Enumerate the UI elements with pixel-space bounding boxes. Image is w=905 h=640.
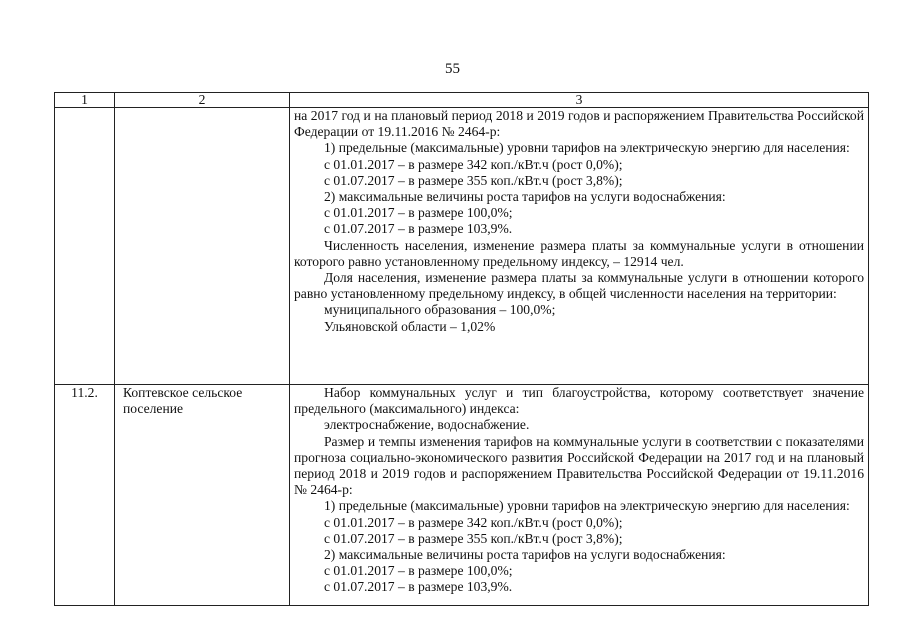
text-line: с 01.01.2017 – в размере 342 коп./кВт.ч (рост 0,0%); — [324, 514, 623, 530]
row-text — [290, 385, 869, 606]
table-row — [55, 108, 869, 385]
text-line: с 01.01.2017 – в размере 100,0%; — [324, 563, 513, 579]
row-number — [55, 108, 115, 385]
header-col-2: 2 — [115, 93, 290, 108]
text-line: 1) предельные (максимальные) уровни тарифов на электрическую энергию для населения: — [324, 498, 850, 514]
text-line: 2) максимальные величины роста тарифов на услуги водоснабжения: — [324, 547, 726, 563]
text-line: на 2017 год и на плановый период 2018 и 2019 годов и распоряжением Правительства Российской Федерации от 19.11.2016 № 2464-р: — [294, 108, 864, 140]
tariff-table — [54, 92, 869, 606]
header-col-1: 1 — [55, 93, 115, 108]
text-line: муниципального образования – 100,0%; — [324, 302, 556, 318]
text-line: Ульяновской области – 1,02% — [324, 318, 496, 334]
row-name: Коптевское сельское поселение — [115, 385, 290, 606]
header-row — [55, 93, 869, 108]
table-body — [55, 108, 869, 606]
text-line: Размер и темпы изменения тарифов на коммунальные услуги в соответствии с показателями прогноза социально-экономического развития Российской Федерации на 2017 год и на плановый период 2018 и 2019 годов и распоряжением Правительства Российской Федерации от 19.11.2016 № 2464-р: — [294, 433, 864, 498]
page-number: 55 — [445, 61, 460, 77]
text-line: с 01.01.2017 – в размере 342 коп./кВт.ч (рост 0,0%); — [324, 156, 623, 172]
text-line: с 01.07.2017 – в размере 355 коп./кВт.ч (рост 3,8%); — [324, 530, 623, 546]
row-name — [115, 108, 290, 385]
header-col-3: 3 — [290, 93, 869, 108]
text-line: с 01.07.2017 – в размере 355 коп./кВт.ч (рост 3,8%); — [324, 172, 623, 188]
text-line: с 01.01.2017 – в размере 100,0%; — [324, 205, 513, 221]
row-number: 11.2. — [55, 385, 115, 606]
text-line: электроснабжение, водоснабжение. — [324, 417, 530, 433]
text-line: 2) максимальные величины роста тарифов на услуги водоснабжения: — [324, 189, 726, 205]
table-row — [55, 385, 869, 606]
text-line: Набор коммунальных услуг и тип благоустройства, которому соответствует значение предельного (максимального) индекса: — [294, 385, 864, 417]
text-line: Численность населения, изменение размера платы за коммунальные услуги в отношении которого равно установленному предельному индексу, – 12914 чел. — [294, 237, 864, 269]
row-text — [290, 108, 869, 385]
text-line: с 01.07.2017 – в размере 103,9%. — [324, 221, 513, 237]
text-line: с 01.07.2017 – в размере 103,9%. — [324, 579, 513, 595]
text-line: Доля населения, изменение размера платы за коммунальные услуги в отношении которого равно установленному предельному индексу, в общей численности населения на территории: — [294, 270, 864, 302]
text-line: 1) предельные (максимальные) уровни тарифов на электрическую энергию для населения: — [324, 140, 850, 156]
table-header — [55, 93, 869, 108]
